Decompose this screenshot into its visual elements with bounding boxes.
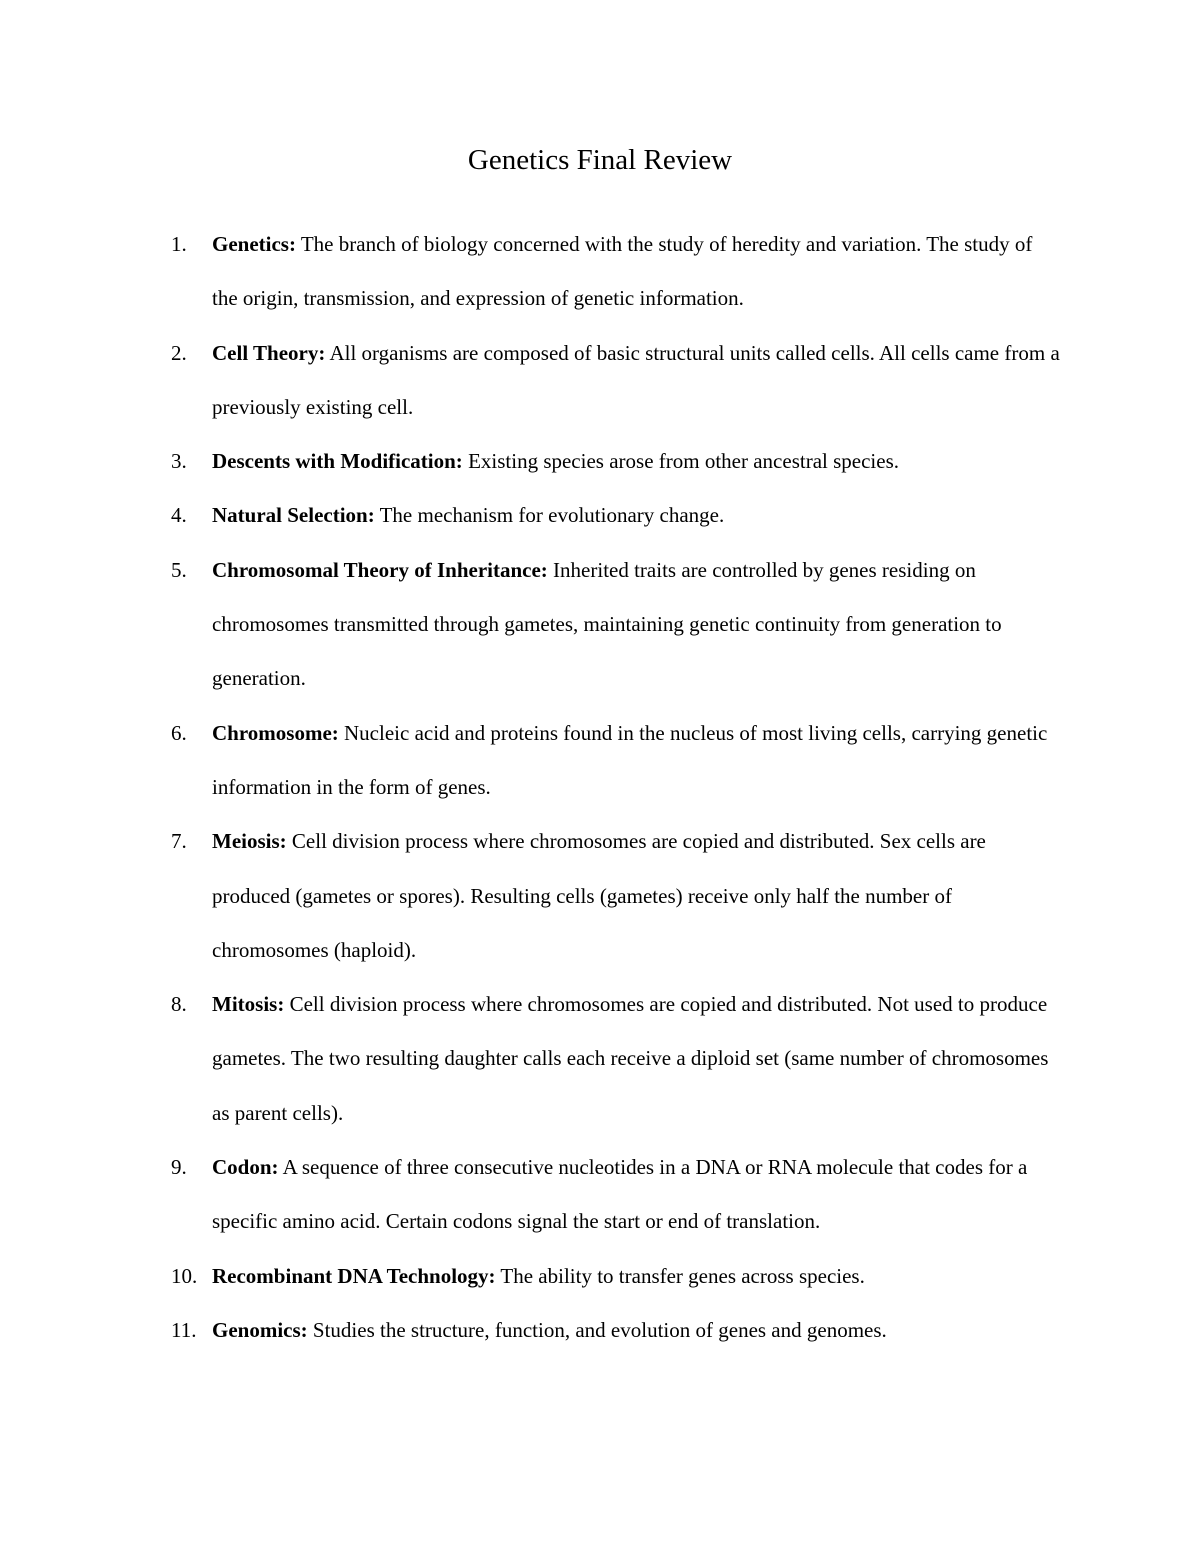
list-item [171, 706, 1061, 815]
list-item [171, 434, 1061, 488]
list-item [171, 326, 1061, 435]
list-item [171, 814, 1061, 977]
item-number: 8. [171, 992, 187, 1017]
item-definition: Inherited traits are controlled by genes residing on chromosomes transmitted through gametes, maintaining genetic continuity from generation to generation. [212, 557, 1002, 691]
item-number: 9. [171, 1155, 187, 1180]
item-definition: The branch of biology concerned with the study of heredity and variation. The study of the origin, transmission, and expression of genetic information. [212, 232, 1033, 311]
review-list [171, 217, 1061, 1357]
item-definition: A sequence of three consecutive nucleotides in a DNA or RNA molecule that codes for a specific amino acid. Certain codons signal the start or end of translation. [212, 1155, 1028, 1234]
item-definition: Nucleic acid and proteins found in the nucleus of most living cells, carrying genetic information in the form of genes. [212, 720, 1048, 799]
item-number: 5. [171, 557, 187, 582]
item-number: 7. [171, 829, 187, 854]
item-number: 4. [171, 503, 187, 528]
item-number: 10. [171, 1263, 198, 1288]
list-item [171, 543, 1061, 706]
item-number: 6. [171, 720, 187, 745]
list-item [171, 217, 1061, 326]
item-term: Genomics: [212, 1317, 308, 1342]
item-definition: Studies the structure, function, and evolution of genes and genomes. [307, 1317, 887, 1342]
item-term: Descents with Modification: [212, 449, 463, 474]
item-term: Codon: [212, 1155, 279, 1180]
item-definition: All organisms are composed of basic structural units called cells. All cells came from a previously existing cell. [212, 340, 1060, 419]
item-term: Chromosome: [212, 720, 339, 745]
item-number: 1. [171, 232, 187, 256]
item-number: 3. [171, 449, 187, 474]
item-term: Mitosis: [212, 992, 285, 1017]
item-number: 2. [171, 340, 187, 365]
list-item [171, 1303, 1061, 1357]
item-definition: Existing species arose from other ancestral species. [462, 449, 899, 474]
list-item [171, 1140, 1061, 1249]
page-title: Genetics Final Review [467, 144, 733, 176]
item-term: Recombinant DNA Technology: [212, 1263, 496, 1288]
item-term: Natural Selection: [212, 503, 375, 528]
item-definition: Cell division process where chromosomes are copied and distributed. Sex cells are produced (gametes or spores). Resulting cells (gametes) receive only half the number of chromosomes (haploid). [212, 829, 986, 962]
item-term: Meiosis: [212, 829, 287, 854]
list-item [171, 488, 1061, 542]
item-number: 11. [171, 1317, 197, 1342]
item-definition: The ability to transfer genes across species. [495, 1263, 865, 1288]
item-definition: Cell division process where chromosomes are copied and distributed. Not used to produce gametes. The two resulting daughter calls each receive a diploid set (same number of chromosomes as parent cells). [212, 992, 1049, 1125]
item-term: Chromosomal Theory of Inheritance: [212, 557, 548, 582]
item-term: Genetics: [212, 232, 296, 256]
item-definition: The mechanism for evolutionary change. [374, 503, 725, 528]
item-term: Cell Theory: [212, 340, 326, 365]
list-item [171, 977, 1061, 1140]
list-item [171, 1249, 1061, 1303]
